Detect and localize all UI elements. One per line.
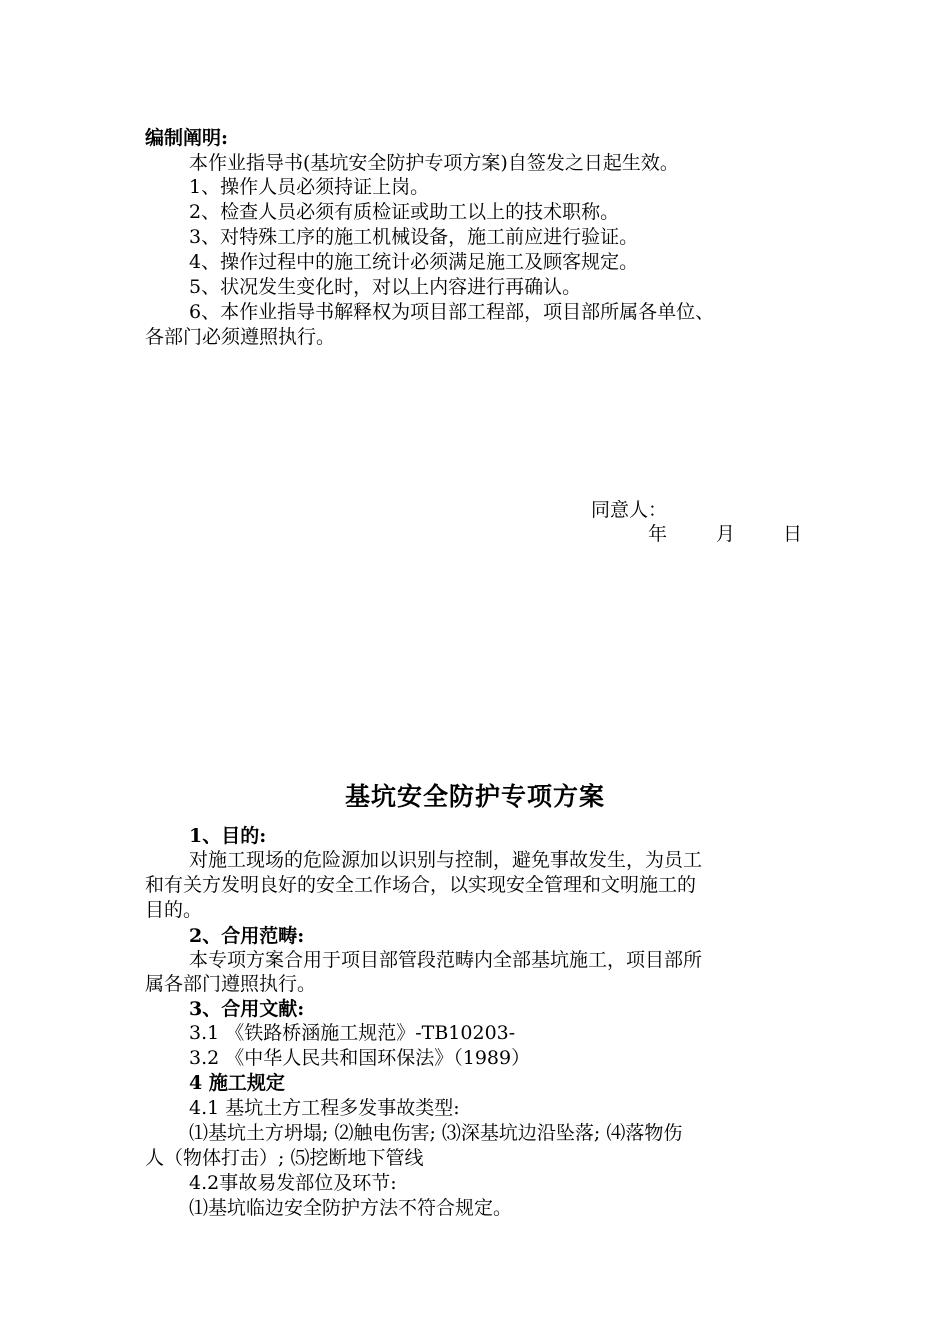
notes-line: 2、检查人员必须有质检证或助工以上的技术职称。 (189, 201, 620, 223)
section-4-heading: 4 施工规定 (189, 1072, 285, 1094)
section-3-line: 3.2 《中华人民共和国环保法》（1989） (189, 1047, 531, 1069)
date-year: 年 (648, 523, 668, 545)
section-3-heading: 3、合用文献: (189, 998, 305, 1020)
section-2-line: 本专项方案合用于项目部管段范畴内全部基坑施工，项目部所 (189, 949, 703, 971)
approver-label: 同意人： (591, 499, 668, 521)
notes-line: 5、状况发生变化时，对以上内容进行再确认。 (189, 276, 582, 298)
section-4-line: 4.2事故易发部位及环节: (189, 1172, 397, 1194)
date-month: 月 (716, 523, 736, 545)
section-3-line: 3.1 《铁路桥涵施工规范》-TB10203- (189, 1022, 516, 1044)
notes-line: 1、操作人员必须持证上岗。 (189, 176, 430, 198)
section-4-line: ⑴基坑土方坍塌; ⑵触电伤害; ⑶深基坑边沿坠落; ⑷落物伤 (189, 1122, 683, 1144)
section-2-line: 属各部门遵照执行。 (145, 973, 317, 995)
date-day: 日 (783, 523, 803, 545)
section-4-line: ⑴基坑临边安全防护方法不符合规定。 (189, 1197, 513, 1219)
section-1-line: 目的。 (145, 899, 203, 921)
notes-line: 各部门必须遵照执行。 (145, 326, 336, 348)
section-1-line: 和有关方发明良好的安全工作场合，以实现安全管理和文明施工的 (145, 874, 697, 896)
section-1-line: 对施工现场的危险源加以识别与控制，避免事故发生，为员工 (189, 849, 703, 871)
notes-line: 6、本作业指导书解释权为项目部工程部，项目部所属各单位、 (189, 301, 715, 323)
section-4-line: 人（物体打击）; ⑸挖断地下管线 (145, 1147, 424, 1169)
section-2-heading: 2、合用范畴: (189, 925, 305, 947)
notes-line: 4、操作过程中的施工统计必须满足施工及顾客规定。 (189, 251, 639, 273)
notes-heading: 编制阐明: (145, 127, 229, 149)
notes-line: 3、对特殊工序的施工机械设备，施工前应进行验证。 (189, 226, 639, 248)
notes-line: 本作业指导书(基坑安全防护专项方案)自签发之日起生效。 (189, 152, 679, 174)
plan-title: 基坑安全防护专项方案 (344, 782, 605, 811)
section-1-heading: 1、目的: (189, 825, 267, 847)
section-4-line: 4.1 基坑土方工程多发事故类型: (189, 1097, 460, 1119)
